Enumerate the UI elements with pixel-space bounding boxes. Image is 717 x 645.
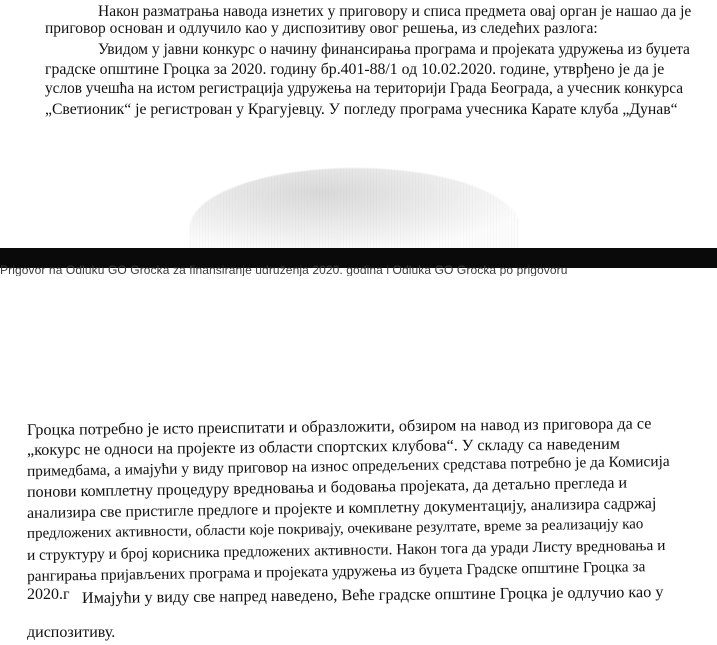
text-line: предложених активности, области које покривају, очекиване резултате, време за реализацију као bbox=[26, 516, 644, 542]
text-line: анализира све пристигле предлоге и пројекте и комплетну документацију, анализира садржај bbox=[26, 495, 657, 522]
text-line: диспозитиву. bbox=[27, 624, 116, 641]
text-line: градске општине Гроцка за 2020. годину бр.401-88/1 од 10.02.2020. године, утврђено је да је bbox=[45, 61, 665, 78]
document-caption: Prigovor na Odluku GO Grocka za finansiranje udruženja 2020. godina i Odluka GO Grocka po prigovoru bbox=[0, 264, 568, 276]
text-line: рангирања пријављених програма и пројеката удружења из буџета Градске општине Гроцка за bbox=[26, 558, 646, 585]
text-line: Увидом у јавни конкурс о начину финансирања програма и пројеката удружења из буџета bbox=[98, 41, 690, 58]
text-line: „Светионик“ је регистрован у Крагујевцу. У погледу програма учесника Карате клуба „Дунав“ bbox=[45, 101, 678, 118]
text-line: услов учешћа на истом регистрација удружења на територији Града Београда, а учесник конкурса bbox=[45, 80, 684, 97]
text-line: приговор основан и одлучило као у диспозитиву овог решења, из следећих разлога: bbox=[45, 20, 598, 37]
text-line: „кокурс не односи на пројекте из области спортских клубова“. У складу са наведеним bbox=[26, 434, 621, 459]
text-line: 2020.г bbox=[27, 586, 70, 603]
text-line: Након разматрања навода изнетих у приговору и списа предмета овај орган је нашао да је bbox=[98, 3, 692, 20]
text-line: понови комплетну процедуру вредновања и бодовања пројеката, да детаљно прегледа и bbox=[26, 474, 628, 501]
top-page-fragment bbox=[0, 0, 717, 125]
text-line: Гроцка потребно је исто преиспитати и образложити, обзиром на навод из приговора да се bbox=[26, 414, 652, 439]
text-line: и структуру и број корисника предложених активности. Након тога да уради Листу вредновања и bbox=[26, 536, 666, 564]
bottom-page-fragment bbox=[0, 414, 717, 645]
scan-smudge bbox=[190, 168, 520, 250]
text-line: примедбама, а имајући у виду приговор на износ опредељених средстава потребно је да Комисија bbox=[26, 452, 670, 480]
text-line: Имајући у виду све напред наведено, Веће градске општине Гроцка је одлучио као у bbox=[81, 582, 664, 607]
